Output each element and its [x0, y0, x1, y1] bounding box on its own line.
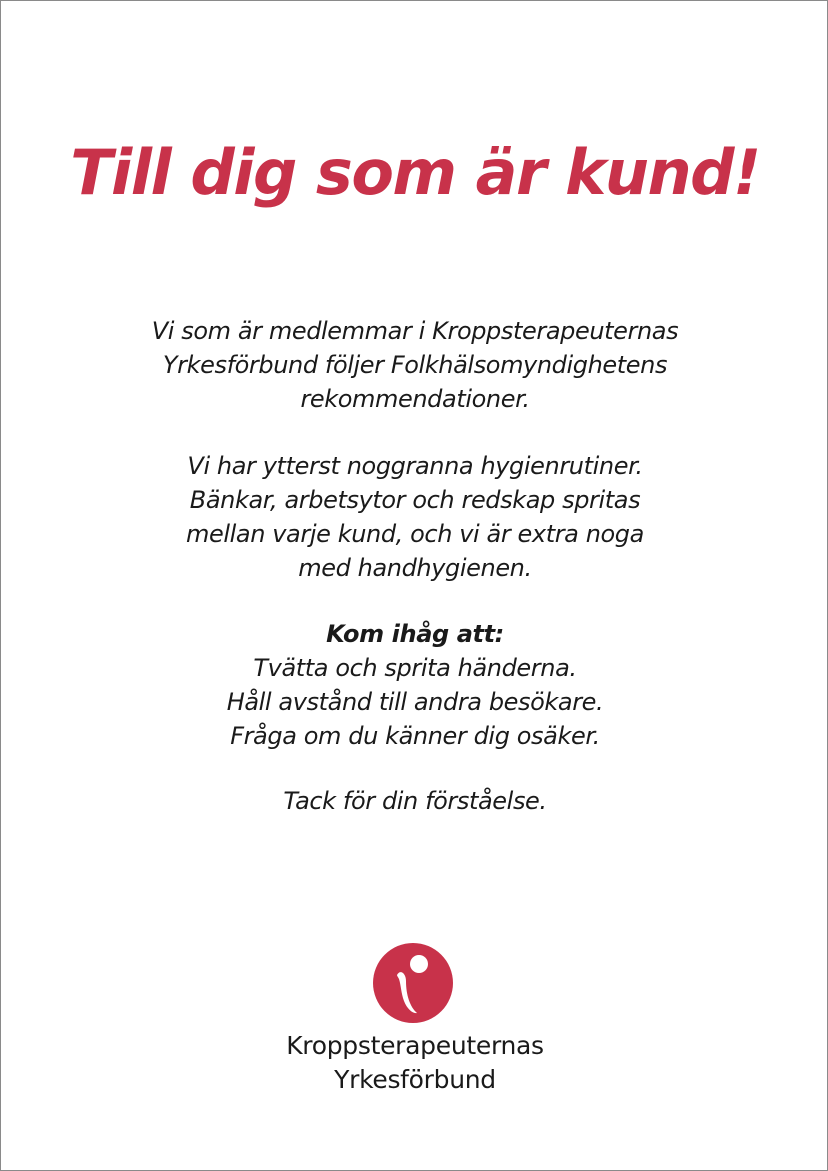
organization-logo-icon — [373, 943, 453, 1023]
reminder-item: Fråga om du känner dig osäker. — [230, 722, 600, 750]
reminder-section — [1, 617, 828, 753]
thanks-line: Tack för din förståelse. — [283, 787, 547, 815]
hygiene-line: Vi har ytterst noggranna hygienrutiner. — [187, 452, 643, 480]
hygiene-paragraph — [1, 449, 828, 585]
intro-paragraph — [1, 314, 828, 416]
reminder-item: Håll avstånd till andra besökare. — [226, 688, 604, 716]
hygiene-line: med handhygienen. — [298, 554, 532, 582]
intro-line: Yrkesförbund följer Folkhälsomyndighetens — [162, 351, 668, 379]
thanks-paragraph — [1, 784, 828, 818]
organization-name-line: Yrkesförbund — [334, 1065, 496, 1094]
intro-line: rekommendationer. — [300, 385, 530, 413]
organization-name-line: Kroppsterapeuternas — [286, 1031, 544, 1060]
page-title: Till dig som är kund! — [70, 136, 760, 209]
reminder-item: Tvätta och sprita händerna. — [253, 654, 577, 682]
hygiene-line: mellan varje kund, och vi är extra noga — [186, 520, 644, 548]
reminder-heading: Kom ihåg att: — [326, 620, 504, 648]
intro-line: Vi som är medlemmar i Kroppsterapeuternas — [151, 317, 679, 345]
hygiene-line: Bänkar, arbetsytor och redskap spritas — [189, 486, 641, 514]
organization-name — [1, 1029, 828, 1097]
